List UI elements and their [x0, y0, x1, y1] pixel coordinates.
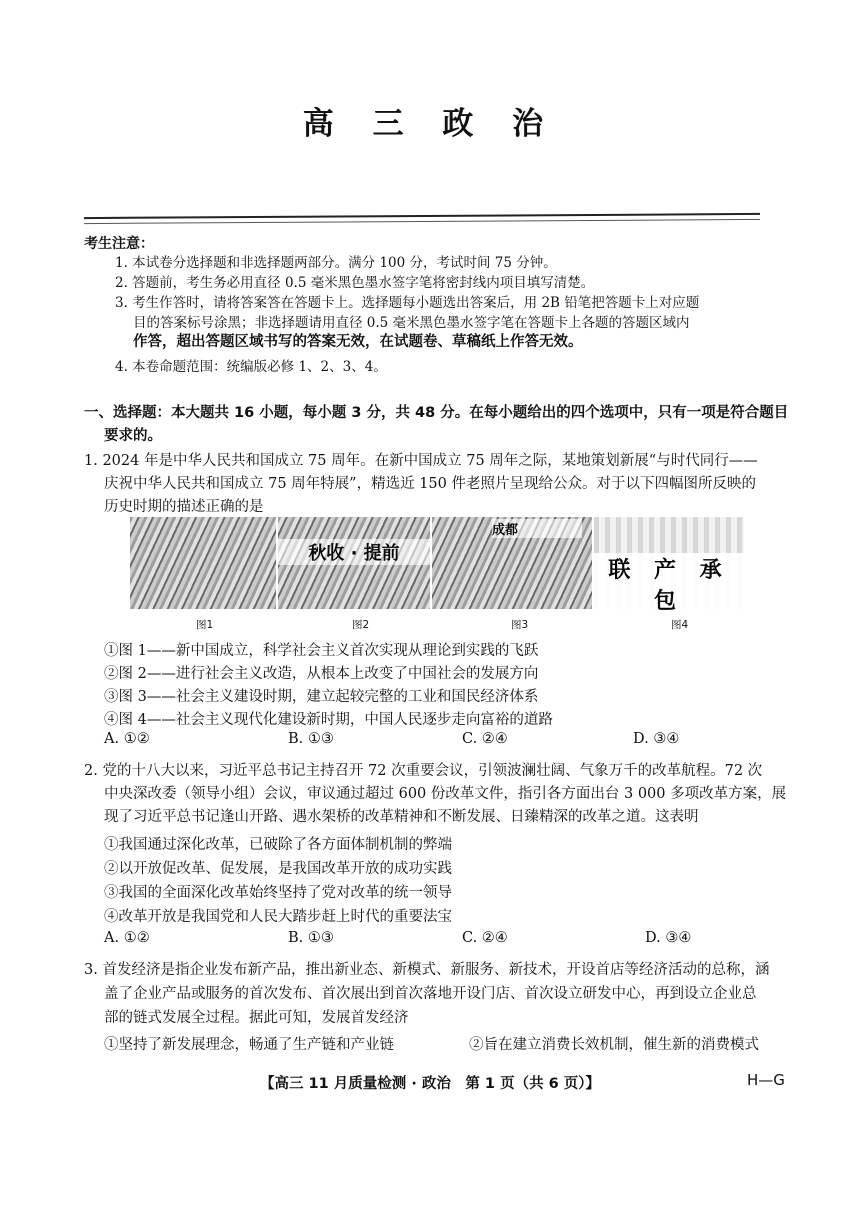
notice-item: 2. 答题前，考生务必用直径 0.5 毫米黑色墨水签字笔将密封线内项目填写清楚。 [115, 275, 595, 291]
q1-stem: 庆祝中华人民共和国成立 75 周年特展”，精选近 150 件老照片呈现给公众。对于以下四幅图所反映的 [104, 476, 756, 492]
q1-stem: 历史时期的描述正确的是 [104, 499, 264, 515]
notice-item: 4. 本卷命题范围：统编版必修 1、2、3、4。 [115, 359, 387, 375]
q2-statement: ③我国的全面深化改革始终坚持了党对改革的统一领导 [104, 885, 452, 901]
q1-statement: ②图 2——进行社会主义改造，从根本上改变了中国社会的发展方向 [104, 666, 539, 682]
figure-4-caption: 图4 [671, 619, 689, 631]
q2-option-d: D. ③④ [645, 930, 692, 946]
q2-option-a: A. ①② [104, 930, 150, 946]
notice-item: 3. 考生作答时，请将答案答在答题卡上。选择题每小题选出答案后，用 2B 铅笔把答题卡上对应题 [115, 295, 700, 311]
page-title: 高 三 政 治 [302, 106, 558, 142]
q2-stem: 2. 党的十八大以来，习近平总书记主持召开 72 次重要会议，引领波澜壮阔、气象万千的改革航程。72 次 [84, 763, 763, 779]
section-heading: 一、选择题：本大题共 16 小题，每小题 3 分，共 48 分。在每小题给出的四个选项中，只有一项是符合题目 [84, 405, 789, 421]
q1-stem: 1. 2024 年是中华人民共和国成立 75 周年。在新中国成立 75 周年之际，某地策划新展“与时代同行—— [84, 453, 758, 469]
notice-item: 1. 本试卷分选择题和非选择题两部分。满分 100 分，考试时间 75 分钟。 [115, 255, 557, 271]
q3-stem: 盖了企业产品或服务的首次发布、首次展出到首次落地开设门店、首次设立研发中心，再到设立企业总 [104, 986, 757, 1002]
q1-option-c: C. ②④ [462, 731, 508, 747]
q1-option-a: A. ①② [104, 731, 150, 747]
q3-statement: ①坚持了新发展理念，畅通了生产链和产业链 [104, 1037, 394, 1053]
q1-statement: ③图 3——社会主义建设时期，建立起较完整的工业和国民经济体系 [104, 689, 539, 705]
figure-4-photo [594, 517, 744, 614]
q3-statement: ②旨在建立消费长效机制，催生新的消费模式 [469, 1037, 759, 1053]
q2-stem: 现了习近平总书记逢山开路、遇水架桥的改革精神和不断发展、日臻精深的改革之道。这表明 [104, 809, 699, 825]
figure-1-photo [130, 517, 276, 609]
q1-statement: ①图 1——新中国成立，科学社会主义首次实现从理论到实践的飞跃 [104, 643, 539, 659]
figure-3-caption: 图3 [511, 619, 529, 631]
paper-code: H—G [747, 1071, 785, 1089]
figure-2-caption: 图2 [352, 619, 370, 631]
q2-statement: ④改革开放是我国党和人民大踏步赶上时代的重要法宝 [104, 909, 452, 925]
figure-3-photo-text: 成都 [492, 519, 582, 538]
figure-1-caption: 图1 [196, 619, 214, 631]
q3-stem: 部的链式发展全过程。据此可知，发展首发经济 [104, 1010, 409, 1026]
q2-stem: 中央深改委（领导小组）会议，审议通过超过 600 份改革文件，指引各方面出台 3 000 多项改革方案，展 [104, 786, 787, 802]
q1-option-b: B. ①③ [288, 731, 334, 747]
q1-figure-strip [130, 517, 744, 614]
q1-option-d: D. ③④ [633, 731, 680, 747]
section-heading-cont: 要求的。 [104, 428, 162, 444]
q2-statement: ①我国通过深化改革，已破除了各方面体制机制的弊端 [104, 837, 452, 853]
notice-heading: 考生注意： [84, 236, 154, 252]
q2-statement: ②以开放促改革、促发展，是我国改革开放的成功实践 [104, 861, 452, 877]
figure-3-photo [432, 517, 592, 609]
figure-2-photo [278, 517, 430, 609]
page-footer: 【高三 11 月质量检测 · 政治 第 1 页（共 6 页）】 [260, 1076, 600, 1092]
notice-item: 目的答案标号涂黑；非选择题请用直径 0.5 毫米黑色墨水签字笔在答题卡上各题的答题区域内 [133, 315, 690, 331]
divider-top [84, 213, 760, 219]
figure-2-photo-text: 秋收 · 提前 [278, 539, 430, 565]
q3-stem: 3. 首发经济是指企业发布新产品，推出新业态、新模式、新服务、新技术，开设首店等经济活动的总称，涵 [84, 962, 770, 978]
q2-option-b: B. ①③ [288, 930, 334, 946]
divider-bottom [84, 219, 760, 224]
q2-option-c: C. ②④ [462, 930, 508, 946]
figure-4-photo-text: 联 产 承 包 [594, 553, 744, 615]
q1-statement: ④图 4——社会主义现代化建设新时期，中国人民逐步走向富裕的道路 [104, 712, 553, 728]
notice-item-emphasis: 作答，超出答题区域书写的答案无效，在试题卷、草稿纸上作答无效。 [133, 334, 583, 350]
